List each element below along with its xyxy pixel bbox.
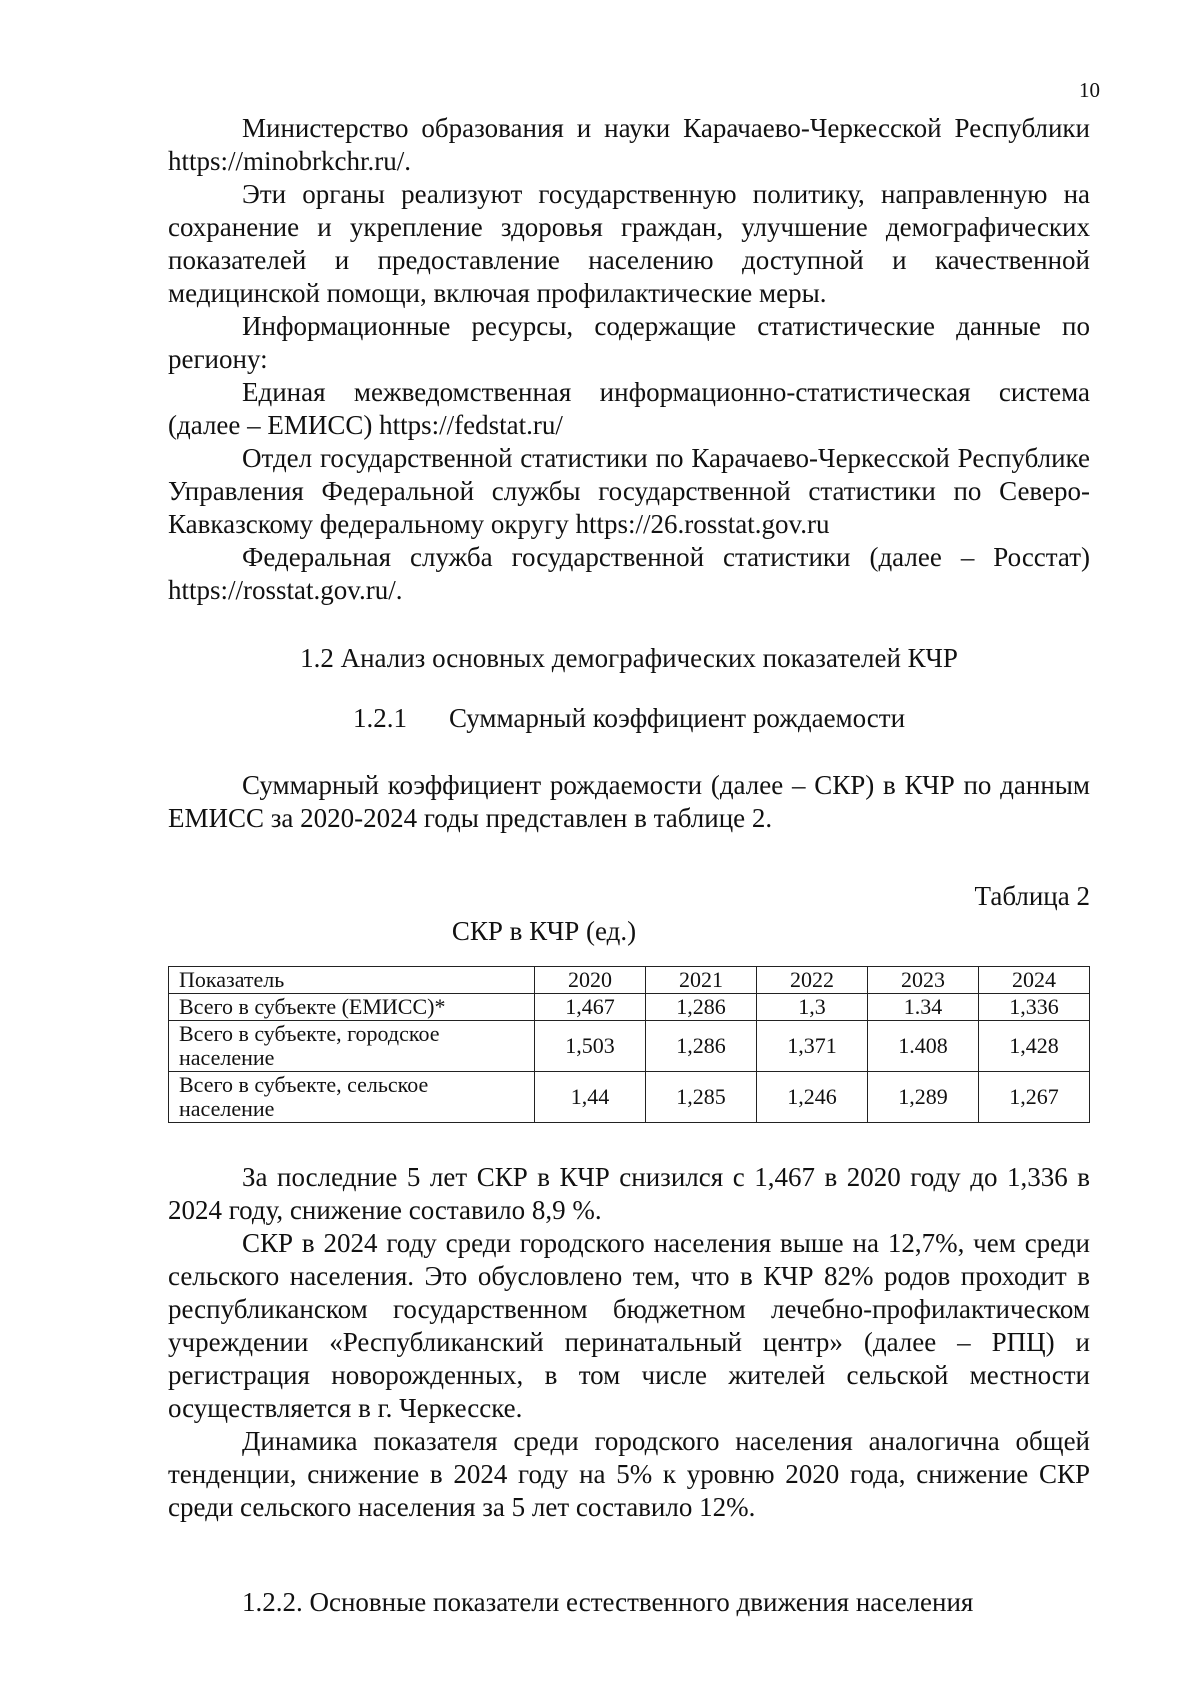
table-cell: Всего в субъекте, сельское население xyxy=(169,1072,535,1123)
table-row xyxy=(169,1021,1090,1072)
paragraph-decline: За последние 5 лет СКР в КЧР снизился с 1,467 в 2020 году до 1,336 в 2024 году, снижение составило 8,9 %. xyxy=(168,1162,1090,1225)
section-heading: 1.2 Анализ основных демографических показателей КЧР xyxy=(300,643,958,673)
table-cell: 1,267 xyxy=(979,1072,1090,1123)
next-section-heading: 1.2.2. Основные показатели естественного движения населения xyxy=(242,1587,974,1617)
paragraph-ministry: Министерство образования и науки Карачаево-Черкесской Республики https://minobrkchr.ru/. xyxy=(168,113,1090,176)
table-cell: 1,428 xyxy=(979,1021,1090,1072)
table-cell: 1,286 xyxy=(646,994,757,1021)
table-cell: 1.34 xyxy=(868,994,979,1021)
table-row xyxy=(169,994,1090,1021)
paragraph-policy: Эти органы реализуют государственную политику, направленную на сохранение и укрепление здоровья граждан, улучшение демографических показателей и предоставление населению доступной и качественной медицинской помощи, включая профилактические меры. xyxy=(168,179,1090,308)
paragraph-urban-rural: СКР в 2024 году среди городского населения выше на 12,7%, чем среди сельского населения. Это обусловлено тем, что в КЧР 82% родов проходит в республиканском государственном бюджетном лечебно-профилактическом учреждении «Республиканский перинатальный центр» (далее – РПЦ) и регистрация новорожденных, в том числе жителей сельской местности осуществляется в г. Черкесске. xyxy=(168,1228,1090,1423)
table-header-row xyxy=(169,967,1090,994)
paragraph-intro: Суммарный коэффициент рождаемости (далее – СКР) в КЧР по данным ЕМИСС за 2020-2024 годы представлен в таблице 2. xyxy=(168,770,1090,833)
table-cell: 1,289 xyxy=(868,1072,979,1123)
table-header-cell: 2020 xyxy=(535,967,646,994)
table-cell: 1,44 xyxy=(535,1072,646,1123)
table-caption: СКР в КЧР (ед.) xyxy=(451,916,637,946)
table-header-cell: 2023 xyxy=(868,967,979,994)
paragraph-rosstat: Федеральная служба государственной статистики (далее – Росстат) https://rosstat.gov.ru/. xyxy=(168,542,1090,605)
table-label: Таблица 2 xyxy=(974,881,1090,911)
table-header-cell: 2022 xyxy=(757,967,868,994)
table-cell: 1,467 xyxy=(535,994,646,1021)
table-header-cell: 2021 xyxy=(646,967,757,994)
subsection-heading xyxy=(168,702,1090,735)
table-cell: 1,3 xyxy=(757,994,868,1021)
paragraph-dynamics: Динамика показателя среди городского населения аналогична общей тенденции, снижение в 2024 году на 5% к уровню 2020 года, снижение СКР среди сельского населения за 5 лет составило 12%. xyxy=(168,1426,1090,1522)
subsection-title: Суммарный коэффициент рождаемости xyxy=(448,703,906,733)
table-header-cell: Показатель xyxy=(169,967,535,994)
table-header-cell: 2024 xyxy=(979,967,1090,994)
data-table xyxy=(168,966,1090,1123)
table-cell: 1.408 xyxy=(868,1021,979,1072)
table-cell: 1,503 xyxy=(535,1021,646,1072)
paragraph-info-resources: Информационные ресурсы, содержащие статистические данные по региону: xyxy=(168,311,1090,374)
table-row xyxy=(169,1072,1090,1123)
subsection-number: 1.2.1 xyxy=(352,703,407,733)
table-cell: 1,246 xyxy=(757,1072,868,1123)
document-body xyxy=(168,112,1090,1619)
table-cell: Всего в субъекте, городское население xyxy=(169,1021,535,1072)
table-cell: 1,285 xyxy=(646,1072,757,1123)
paragraph-stat-department: Отдел государственной статистики по Карачаево-Черкесской Республике Управления Федеральной службы государственной статистики по Северо-Кавказскому федеральному округу https://26.rosstat.gov.ru xyxy=(168,443,1090,539)
paragraph-emiss: Единая межведомственная информационно-статистическая система (далее – ЕМИСС) https://fedstat.ru/ xyxy=(168,377,1090,440)
page-number: 10 xyxy=(1079,78,1100,102)
table-cell: 1,371 xyxy=(757,1021,868,1072)
table-cell: 1,336 xyxy=(979,994,1090,1021)
table-cell: Всего в субъекте (ЕМИСС)* xyxy=(169,994,535,1021)
table-cell: 1,286 xyxy=(646,1021,757,1072)
